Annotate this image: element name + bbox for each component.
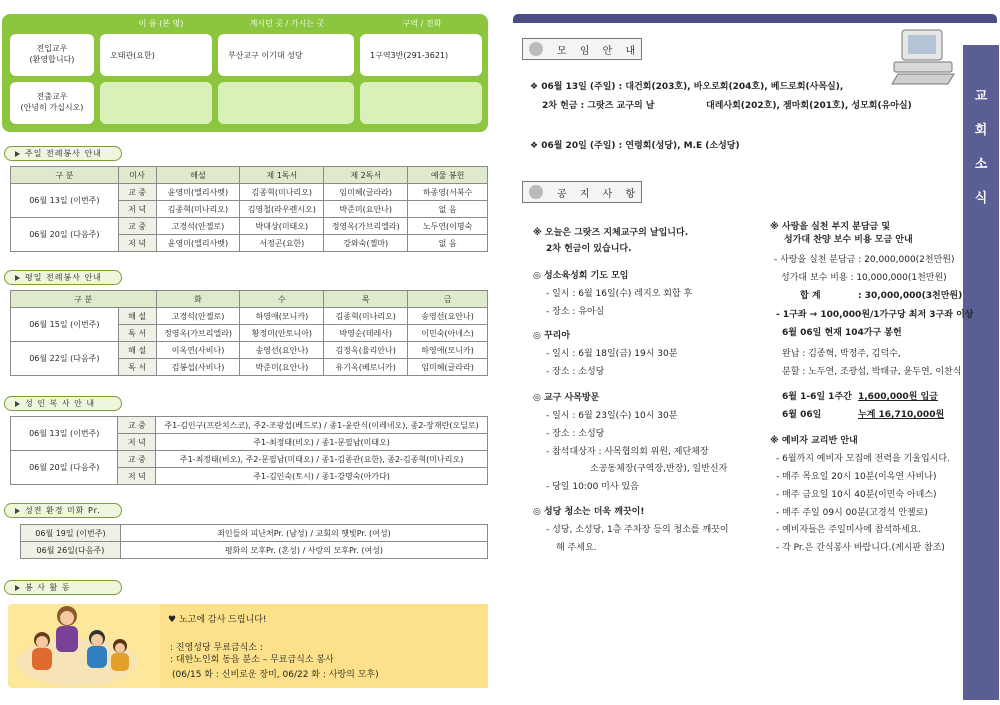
sunday-cell: 없 음 bbox=[408, 201, 488, 218]
meeting-line-3: ❖ 06월 20일 (주일) : 연령회(성당), M.E (소성당) bbox=[530, 141, 740, 151]
weekday-cell: 이옥연(사비나) bbox=[156, 342, 240, 359]
sunday-cell: 없 음 bbox=[408, 235, 488, 252]
weekday-cell: 황정미(안토니아) bbox=[240, 325, 324, 342]
video-section-title: 성전 환경 미화 Pr. bbox=[4, 503, 122, 518]
altar-section-title: 성 인 복 사 안 내 bbox=[4, 396, 122, 411]
meeting-line-1: ❖ 06월 13일 (주일) : 대건회(203호), 바오로회(204호), 베드로회(사목실), bbox=[530, 82, 844, 92]
weekday-cell: 김봉섭(사비나) bbox=[156, 359, 240, 376]
weekday-cell: 송영선(요안나) bbox=[240, 342, 324, 359]
video-cell: 평화의 모후Pr. (혼성) / 사랑의 모후Pr. (여성) bbox=[120, 542, 487, 559]
sunday-cell: 윤영미(엘리사벳) bbox=[156, 235, 240, 252]
sunday-mass: 저 녁 bbox=[118, 201, 156, 218]
fund-c-value: : 30,000,000(3천만원) bbox=[858, 291, 963, 301]
sunday-cell: 서정곤(요한) bbox=[240, 235, 324, 252]
sunday-cell: 김종혁(미나리오) bbox=[156, 201, 240, 218]
altar-cell: 주1-최정태(비오) / 종1-문필남(미태오) bbox=[156, 434, 488, 451]
weekday-cell: 하영애(모니카) bbox=[408, 342, 488, 359]
altar-mass: 교 중 bbox=[118, 417, 156, 434]
altar-mass: 저 녁 bbox=[118, 434, 156, 451]
reg-out-place bbox=[218, 82, 354, 124]
right-header-bar bbox=[513, 14, 997, 23]
sunday-mass: 교 중 bbox=[118, 184, 156, 201]
weekday-head-wed: 수 bbox=[240, 291, 324, 308]
sunday-mass: 저 녁 bbox=[118, 235, 156, 252]
sunday-cell: 노두연(이명숙 bbox=[408, 218, 488, 235]
altar-table bbox=[10, 416, 488, 485]
notice-p4-title: ◎ 성당 청소는 더욱 깨끗이! bbox=[533, 507, 645, 517]
heart-icon: ♥ bbox=[168, 615, 177, 625]
fund-e: 6월 06일 현재 104가구 봉헌 bbox=[782, 328, 902, 338]
sunday-head-div: 구 분 bbox=[11, 167, 119, 184]
service-thanks-row bbox=[168, 612, 267, 625]
weekday-kind: 해 설 bbox=[118, 308, 156, 325]
fund-title-1: ※ 사랑을 실천 부지 분담금 및 bbox=[770, 222, 891, 232]
notice-p3-b: - 장소 : 소성당 bbox=[546, 429, 605, 439]
sunday-cell: 정영옥(가브리엘라) bbox=[324, 218, 408, 235]
altar-cell: 주1-김인숙(토시) / 종1-강명숙(아가다) bbox=[156, 468, 488, 485]
video-cell: 죄인들의 피난처Pr. (남성) / 교회의 햇빛Pr. (여성) bbox=[120, 525, 487, 542]
fund-title-2: 성가대 찬양 보수 비용 모금 안내 bbox=[784, 235, 913, 245]
weekday-kind: 독 서 bbox=[118, 359, 156, 376]
sunday-cell: 강와숙(젤마) bbox=[324, 235, 408, 252]
side-char: 소 bbox=[974, 157, 988, 172]
altar-date-1: 06월 13일 (이번주) bbox=[11, 417, 118, 451]
weekday-cell: 박준미(요안나) bbox=[240, 359, 324, 376]
weekday-head-thu: 목 bbox=[324, 291, 408, 308]
notice-p3-e: - 당일 10:00 미사 있음 bbox=[546, 482, 639, 492]
catechumen-f: - 각 Pr.은 간식봉사 바랍니다.(게시판 참조) bbox=[776, 543, 945, 553]
notice-intro-1: ※ 오늘은 그랏즈 지체교구의 날입니다. bbox=[533, 228, 689, 238]
catechumen-e: - 예비자들은 주일미사에 참석하세요. bbox=[776, 525, 922, 535]
notice-p2-b: - 장소 : 소성당 bbox=[546, 367, 605, 377]
sunday-cell: 김영철(라우렌시오) bbox=[240, 201, 324, 218]
notice-p4-b: 해 주세요. bbox=[556, 543, 597, 553]
reg-label-in: 전입교우 (환영합니다) bbox=[10, 34, 94, 76]
sunday-cell: 하종영(서북수 bbox=[408, 184, 488, 201]
altar-mass: 저 녁 bbox=[118, 468, 156, 485]
sunday-head-offer: 예물 봉헌 bbox=[408, 167, 488, 184]
weekday-section-title: 평일 전례봉사 안내 bbox=[4, 270, 122, 285]
sunday-mass: 교 중 bbox=[118, 218, 156, 235]
right-side-bar bbox=[963, 45, 999, 700]
notice-p1-title: ◎ 성소육성회 기도 모임 bbox=[533, 271, 629, 281]
service-section-title: 봉 사 활 동 bbox=[4, 580, 122, 595]
notice-intro-2: 2차 헌금이 있습니다. bbox=[546, 244, 632, 254]
reg-in-contact: 1구역3반(291-3621) bbox=[360, 34, 482, 76]
service-people-illustration bbox=[12, 600, 142, 690]
weekday-cell: 고경석(안젤로) bbox=[156, 308, 240, 325]
service-thanks: 노고에 감사 드립니다! bbox=[178, 615, 267, 625]
notice-tab bbox=[522, 181, 642, 203]
catechumen-c: - 매주 금요일 10시 40분(이민숙 아녜스) bbox=[776, 490, 937, 500]
weekday-head-tue: 화 bbox=[156, 291, 240, 308]
sunday-cell: 박대상(미태오) bbox=[240, 218, 324, 235]
weekday-cell: 김정옥(율리안나) bbox=[324, 342, 408, 359]
sunday-cell: 임미혜(글라라) bbox=[324, 184, 408, 201]
notice-p4-a: - 성당, 소성당, 1층 주차장 등의 청소를 깨끗이 bbox=[546, 525, 729, 535]
fund-c-label: 합 계 bbox=[800, 291, 821, 301]
reg-header-place: 계시던 곳 / 가시는 곳 bbox=[249, 19, 325, 28]
sunday-table bbox=[10, 166, 488, 252]
meeting-text: 06월 13일 (주일) : 대건회(203호), 바오로회(204호), 베드로회(사목실), bbox=[541, 82, 844, 92]
sunday-cell: 김종혁(미나리오) bbox=[240, 184, 324, 201]
sunday-date-2: 06월 20일 (다음주) bbox=[11, 218, 119, 252]
weekday-cell: 송영선(요안나) bbox=[408, 308, 488, 325]
catechumen-b: - 매주 목요일 20시 10분(이옥연 사비나) bbox=[776, 472, 937, 482]
sunday-section-title: 주일 전례봉사 안내 bbox=[4, 146, 122, 161]
fund-f: 완납 : 김종혁, 박정주, 김덕수, bbox=[782, 349, 901, 359]
notice-p3-a: - 일시 : 6월 23일(수) 10시 30분 bbox=[546, 411, 678, 421]
weekday-cell: 하영애(모니카) bbox=[240, 308, 324, 325]
reg-out-name bbox=[100, 82, 212, 124]
fund-i-label: 6월 06일 bbox=[782, 410, 822, 420]
reg-header-name: 이 름 (본 명) bbox=[138, 19, 184, 28]
service-line-3: (06/15 화 : 신비로운 장미, 06/22 화 : 사랑의 모후) bbox=[172, 670, 379, 680]
service-line-2: : 대한노인회 동읍 분소 – 무료급식소 봉사 bbox=[170, 655, 334, 665]
registration-box bbox=[2, 14, 488, 132]
weekday-date-2: 06월 22일 (다음주) bbox=[11, 342, 119, 376]
fund-d: - 1구좌 → 100,000원/1가구당 최저 3구좌 이상 bbox=[776, 310, 974, 320]
service-line-1: : 진영성당 무료급식소 : bbox=[170, 643, 263, 653]
weekday-cell: 정영옥(가브리엘라) bbox=[156, 325, 240, 342]
meeting-tab bbox=[522, 38, 642, 60]
notice-p2-a: - 일시 : 6월 18일(금) 19시 30분 bbox=[546, 349, 678, 359]
reg-in-name: 오태관(요한) bbox=[100, 34, 212, 76]
weekday-table bbox=[10, 290, 488, 376]
sunday-head-mass: 미사 bbox=[118, 167, 156, 184]
catechumen-a: - 6월까지 예비자 모집에 전력을 기울입시다. bbox=[776, 454, 950, 464]
sunday-head-r1: 제 1독서 bbox=[240, 167, 324, 184]
meeting-line-2-left: 2차 헌금 : 그랏즈 교구의 날 bbox=[542, 101, 655, 111]
video-date: 06월 26일(다음주) bbox=[21, 542, 121, 559]
catechumen-title: ※ 예비자 교리반 안내 bbox=[770, 436, 858, 446]
sunday-cell: 박준미(요안나) bbox=[324, 201, 408, 218]
notice-title: 공 지 사 항 bbox=[557, 188, 641, 200]
computer-illustration bbox=[888, 26, 962, 86]
meeting-title: 모 임 안 내 bbox=[557, 45, 641, 57]
side-char: 식 bbox=[974, 191, 988, 206]
weekday-cell: 임미혜(글라라) bbox=[408, 359, 488, 376]
altar-date-2: 06월 20일 (다음주) bbox=[11, 451, 118, 485]
video-table bbox=[20, 524, 488, 559]
sunday-cell: 고경석(안젤로) bbox=[156, 218, 240, 235]
side-char: 교 bbox=[974, 89, 988, 104]
notice-p3-title: ◎ 교구 사목방문 bbox=[533, 393, 600, 403]
notice-p2-title: ◎ 꾸리아 bbox=[533, 331, 571, 341]
weekday-cell: 유기옥(베로니카) bbox=[324, 359, 408, 376]
weekday-date-1: 06월 15일 (이번주) bbox=[11, 308, 119, 342]
reg-out-contact bbox=[360, 82, 482, 124]
weekday-cell: 김종혁(미나리오) bbox=[324, 308, 408, 325]
sunday-head-r2: 제 2독서 bbox=[324, 167, 408, 184]
reg-label-out: 전출교우 (안녕히 가십시오) bbox=[10, 82, 94, 124]
sunday-date-1: 06월 13일 (이번주) bbox=[11, 184, 119, 218]
fund-g: 분할 : 노두연, 조광섭, 박태규, 윤두연, 이찬식 bbox=[782, 367, 962, 377]
notice-p1-b: - 장소 : 유아실 bbox=[546, 307, 605, 317]
video-date: 06월 19일 (이번주) bbox=[21, 525, 121, 542]
notice-p3-c: - 참석대상자 : 사목협의회 위원, 제단체장 bbox=[546, 447, 709, 457]
weekday-head-fri: 금 bbox=[408, 291, 488, 308]
notice-p1-a: - 일시 : 6월 16일(수) 레지오 회합 후 bbox=[546, 289, 693, 299]
fund-a: - 사랑을 실천 분담금 : 20,000,000(2천만원) bbox=[774, 255, 955, 265]
weekday-head-div: 구 분 bbox=[11, 291, 157, 308]
reg-header-contact: 구역 / 전화 bbox=[402, 19, 442, 28]
weekday-kind: 해 설 bbox=[118, 342, 156, 359]
fund-h-value: 1,600,000원 입금 bbox=[858, 392, 938, 402]
sunday-head-comm: 해설 bbox=[156, 167, 240, 184]
meeting-text: 06월 20일 (주일) : 연령회(성당), M.E (소성당) bbox=[541, 141, 740, 151]
person-icon bbox=[529, 185, 543, 199]
altar-mass: 교 중 bbox=[118, 451, 156, 468]
fund-b: 성가대 보수 비용 : 10,000,000(1천만원) bbox=[781, 273, 947, 283]
weekday-kind: 독 서 bbox=[118, 325, 156, 342]
notice-p3-d: 소공동체장(구역장,반장), 일반신자 bbox=[590, 464, 728, 474]
side-char: 회 bbox=[974, 123, 988, 138]
reg-in-place: 부산교구 이기대 성당 bbox=[218, 34, 354, 76]
fund-i-value: 누계 16,710,000원 bbox=[858, 410, 945, 420]
catechumen-d: - 매주 주일 09시 00분(고경석 안젤로) bbox=[776, 508, 928, 518]
altar-cell: 주1-김인구(프란치스코), 주2-조광섭(베드로) / 종1-윤란식(이레네오), 종2-장재란(오딜로) bbox=[156, 417, 488, 434]
fund-h-label: 6월 1-6일 1주간 bbox=[782, 392, 852, 402]
meeting-line-2-right: 대레사회(202호), 젬마회(201호), 성모회(유아실) bbox=[706, 101, 912, 111]
weekday-cell: 이민숙(아네스) bbox=[408, 325, 488, 342]
weekday-cell: 박영순(데레사) bbox=[324, 325, 408, 342]
person-icon bbox=[529, 42, 543, 56]
altar-cell: 주1-최정태(비오), 주2-문필남(미태오) / 종1-김종관(요한), 종2-김종혁(미나리오) bbox=[156, 451, 488, 468]
sunday-cell: 윤영미(엘리사벳) bbox=[156, 184, 240, 201]
